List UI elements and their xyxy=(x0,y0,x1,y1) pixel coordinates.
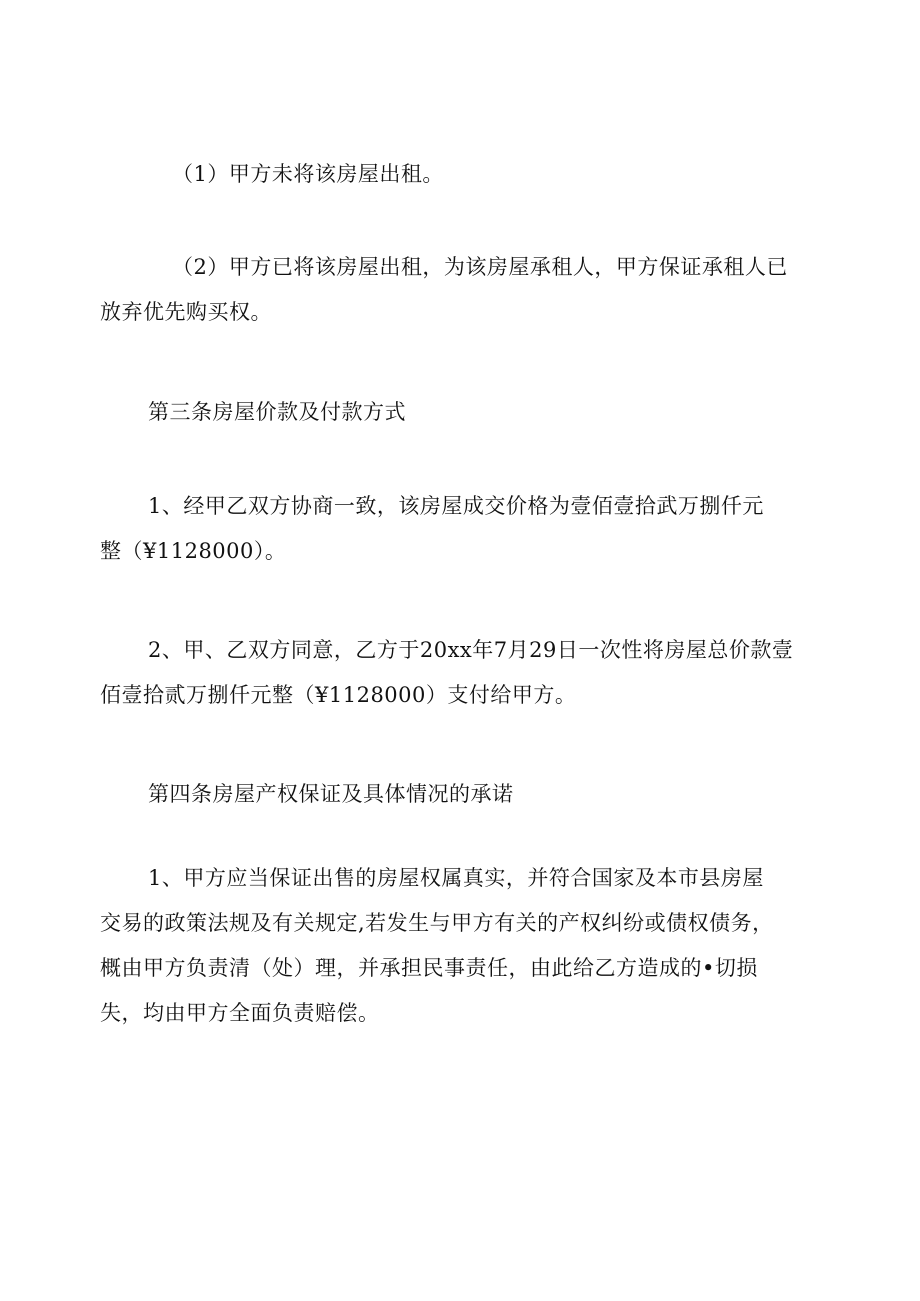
article-3-item-1-paragraph xyxy=(100,484,828,574)
paragraph-line: （2）甲方已将该房屋出租，为该房屋承租人，甲方保证承租人已 xyxy=(172,255,788,279)
paragraph-line: 整（¥1128000）。 xyxy=(100,539,287,563)
paragraph-line: （1）甲方未将该房屋出租。 xyxy=(172,162,444,186)
paragraph-line: 失，均由甲方全面负责赔偿。 xyxy=(100,1001,380,1025)
paragraph-line: 2、甲、乙双方同意，乙方于20xx年7月29日一次性将房屋总价款壹 xyxy=(148,638,794,662)
paragraph-line: 放弃优先购买权。 xyxy=(100,300,272,324)
paragraph-line: 1、甲方应当保证出售的房屋权属真实，并符合国家及本市县房屋 xyxy=(148,866,764,890)
paragraph-line: 佰壹拾贰万捌仟元整（¥1128000）支付给甲方。 xyxy=(100,683,577,707)
article-4-item-1-paragraph xyxy=(100,856,828,1036)
clause-2-1-paragraph xyxy=(100,152,828,197)
article-heading-text: 第四条房屋产权保证及具体情况的承诺 xyxy=(148,782,514,806)
paragraph-line: 1、经甲乙双方协商一致，该房屋成交价格为壹佰壹拾武万捌仟元 xyxy=(148,494,764,518)
article-3-heading xyxy=(100,390,828,435)
paragraph-line: 交易的政策法规及有关规定,若发生与甲方有关的产权纠纷或债权债务， xyxy=(100,911,774,935)
article-heading-text: 第三条房屋价款及付款方式 xyxy=(148,400,406,424)
article-3-item-2-paragraph xyxy=(100,628,828,718)
article-4-heading xyxy=(100,772,828,817)
clause-2-2-paragraph xyxy=(100,245,828,335)
paragraph-line: 概由甲方负责清（处）理，并承担民事责任，由此给乙方造成的•切损 xyxy=(100,956,758,980)
